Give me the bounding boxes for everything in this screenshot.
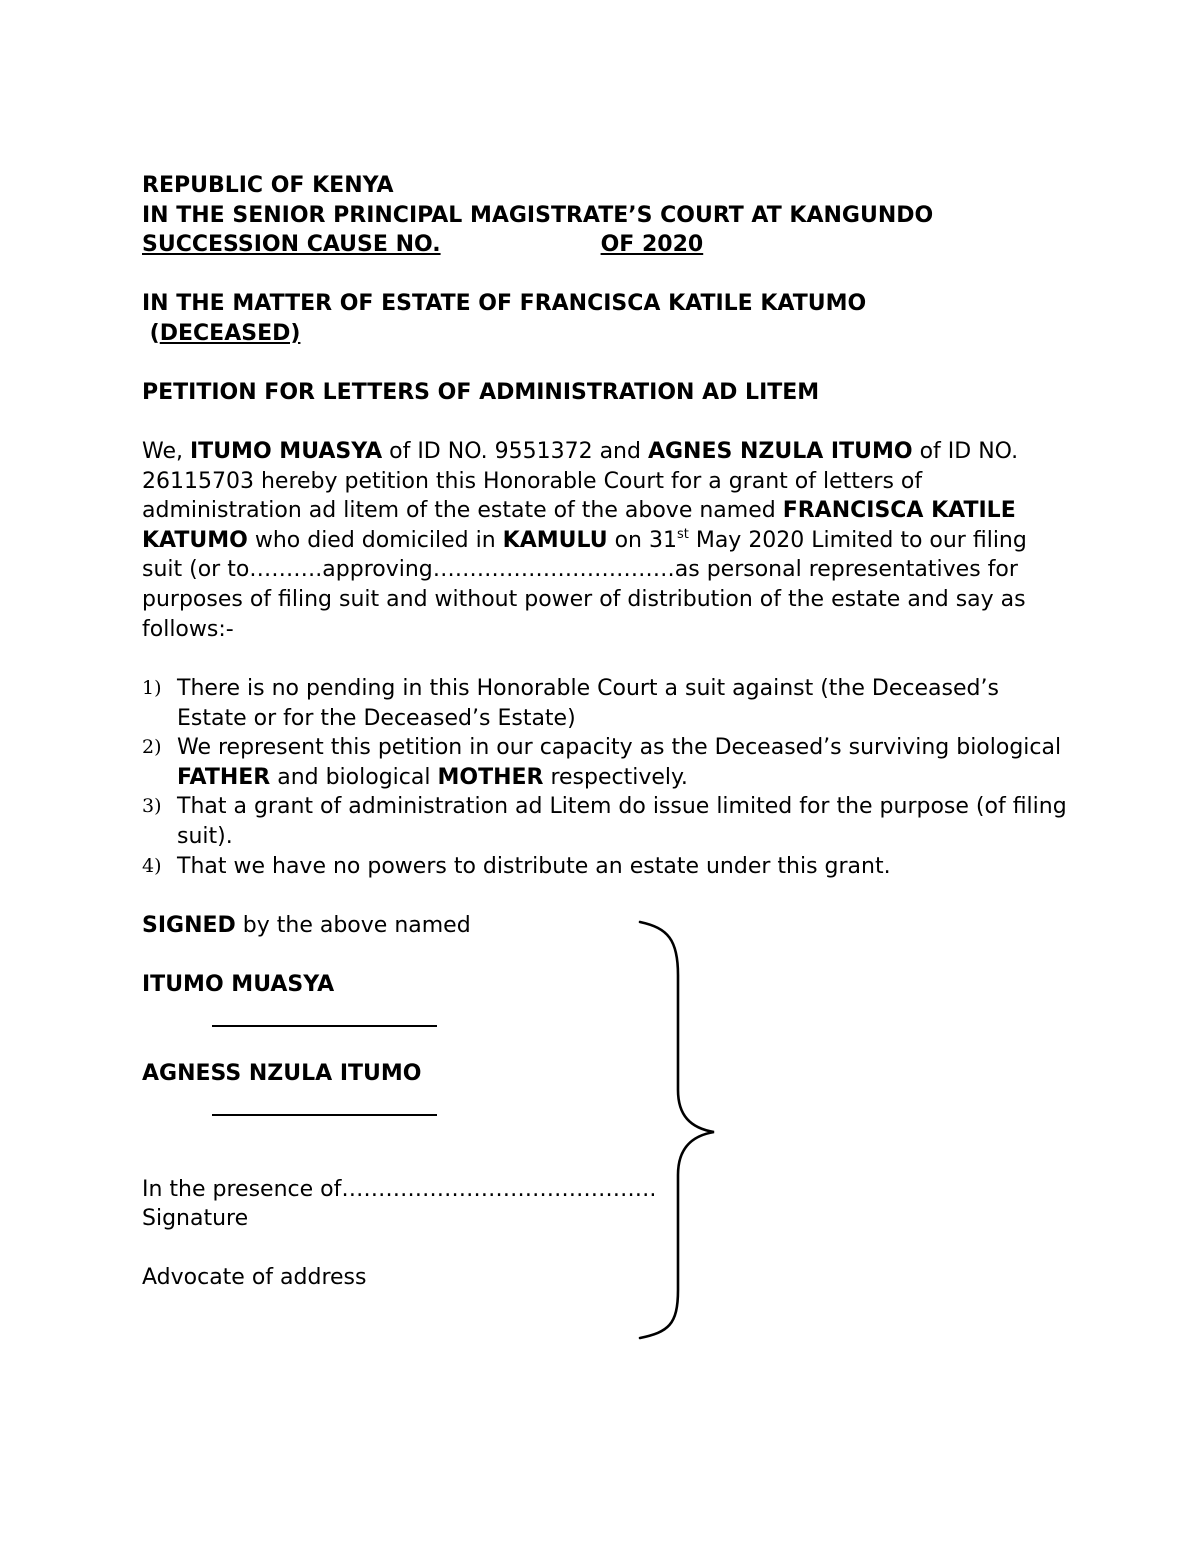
presence-line: In the presence of……………………………………. <box>142 1177 657 1202</box>
mother-label: MOTHER <box>437 764 544 790</box>
body-rest: May 2020 Limited to our filing suit (or to……….approving……………………………as personal representatives for purposes of filing suit and without power of distribution of the estate and say as follows:- <box>142 527 1027 642</box>
petitioner-2: AGNES NZULA ITUMO <box>647 439 913 464</box>
list-text: That we have no powers to distribute an estate under this grant. <box>177 853 891 879</box>
body-died: who died domiciled in <box>247 527 503 553</box>
domicile-place: KAMULU <box>502 527 608 553</box>
signer-1-name: ITUMO MUASYA <box>142 972 335 997</box>
cause-prefix: SUCCESSION CAUSE NO. <box>142 232 441 258</box>
petitioner-1: ITUMO MUASYA <box>190 439 383 464</box>
list-text-post: respectively. <box>543 764 688 790</box>
cause-suffix: OF 2020 <box>600 232 704 258</box>
signed-rest: by the above named <box>235 913 471 938</box>
body-on: on 31 <box>607 527 677 553</box>
list-text: That a grant of administration ad Litem do issue limited for the purpose (of filing suit). <box>177 794 1067 849</box>
advocate-label: Advocate of address <box>142 1265 367 1290</box>
deceased-name: FRANCISCA KATILE KATUMO <box>142 498 1016 553</box>
signed-label: SIGNED <box>142 913 236 938</box>
body-id1: of ID NO. 9551372 and <box>382 439 648 464</box>
signer-2-name: AGNESS NZULA ITUMO <box>142 1061 422 1086</box>
list-number: 2) <box>142 736 162 759</box>
list-text-mid: and biological <box>270 764 438 790</box>
header-court: IN THE SENIOR PRINCIPAL MAGISTRATE’S COURT AT KANGUNDO <box>142 202 934 228</box>
header-republic: REPUBLIC OF KENYA <box>142 173 394 198</box>
list-number: 3) <box>142 795 162 818</box>
father-label: FATHER <box>177 764 271 790</box>
list-text: We represent this petition in our capacity as the Deceased’s surviving biological <box>177 735 1062 761</box>
deceased-open: ( <box>149 320 160 346</box>
body-we: We, <box>142 439 190 464</box>
body-id2: of ID NO. 26115703 hereby petition this Honorable Court for a grant of letters of administration ad litem of the estate of the above named <box>142 439 1019 524</box>
petition-title: PETITION FOR LETTERS OF ADMINISTRATION AD LITEM <box>142 380 820 405</box>
list-text: There is no pending in this Honorable Court a suit against (the Deceased’s Estate or for the Deceased’s Estate) <box>177 676 999 731</box>
list-number: 1) <box>142 677 162 699</box>
matter-line: IN THE MATTER OF ESTATE OF FRANCISCA KATILE KATUMO <box>142 291 867 316</box>
signature-label: Signature <box>142 1206 249 1231</box>
list-number: 4) <box>142 854 162 877</box>
date-superscript: st <box>676 526 689 542</box>
deceased-label: DECEASED) <box>159 320 301 346</box>
